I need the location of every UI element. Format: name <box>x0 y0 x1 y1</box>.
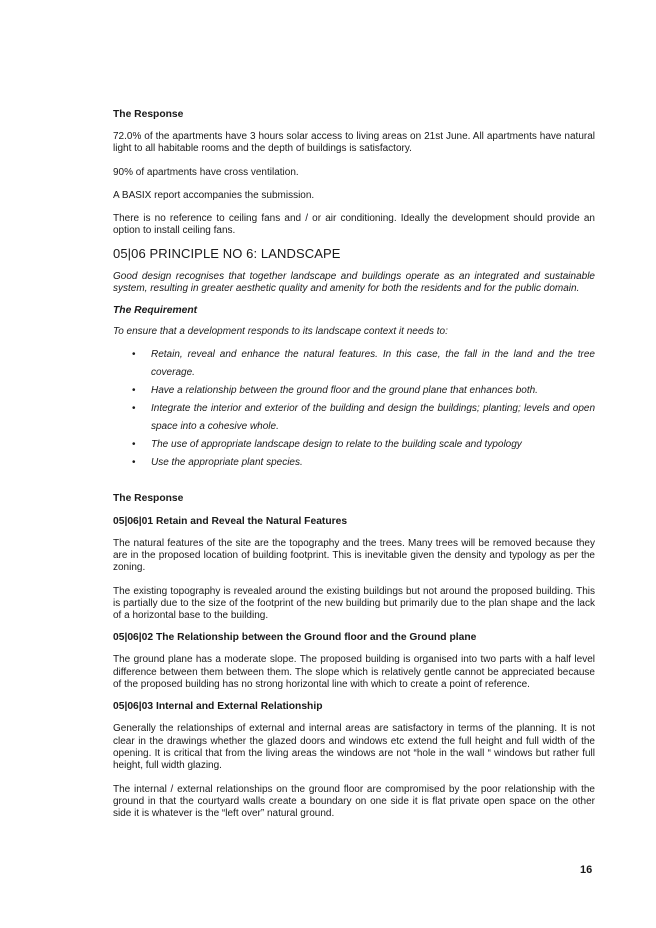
solar-access-paragraph: 72.0% of the apartments have 3 hours solar access to living areas on 21st June. All apartments have natural light to all habitable rooms and the depth of buildings is satisfactory. <box>113 131 595 155</box>
ground-plane-paragraph: The ground plane has a moderate slope. The proposed building is organised into two parts with a half level difference between them between them. The slope which is relatively gentle cannot be appreciated because of the proposed building has no strong horizontal line with which to create a point of reference. <box>113 654 595 691</box>
list-item: • Integrate the interior and exterior of the building and design the buildings; planting; levels and open space into a cohesive whole. <box>113 400 595 436</box>
topography-paragraph: The existing topography is revealed around the existing buildings but not around the proposed building. This is partially due to the size of the footprint of the new building but primarily due to the plan shape and the lack of a horizontal base to the building. <box>113 585 595 622</box>
response-heading-2: The Response <box>113 492 184 504</box>
section-heading-internal-external: 05|06|03 Internal and External Relationship <box>113 701 323 713</box>
page-number: 16 <box>580 864 593 876</box>
bullet-marker: • <box>132 402 136 414</box>
relationships-paragraph: Generally the relationships of external and internal areas are satisfactory in terms of the planning. It is not clear in the drawings whether the glazed doors and windows etc extend the full height and full width of the opening. It is critical that from the living areas the windows are not “hole in the wall “ windows but rather full height, full width glazing. <box>113 723 595 772</box>
list-item: • Have a relationship between the ground floor and the ground plane that enhances both. <box>113 382 595 400</box>
list-item: • Use the appropriate plant species. <box>113 454 595 472</box>
list-item: • The use of appropriate landscape design to relate to the building scale and typology <box>113 436 595 454</box>
principle-title: 05|06 PRINCIPLE NO 6: LANDSCAPE <box>113 245 341 261</box>
bullet-marker: • <box>132 348 136 360</box>
basix-paragraph: A BASIX report accompanies the submission. <box>113 189 315 201</box>
requirement-list <box>113 346 595 472</box>
document-body <box>113 108 595 820</box>
natural-features-paragraph: The natural features of the site are the topography and the trees. Many trees will be removed because they are in the proposed location of building footprint. This is inevitable given the density and typology as per the zoning. <box>113 537 595 574</box>
ceiling-fans-paragraph: There is no reference to ceiling fans and / or air conditioning. Ideally the development should provide an option to install ceiling fans. <box>113 213 595 237</box>
requirement-intro: To ensure that a development responds to its landscape context it needs to: <box>113 326 448 338</box>
response-heading-1: The Response <box>113 109 184 120</box>
section-heading-ground-relationship: 05|06|02 The Relationship between the Ground floor and the Ground plane <box>113 632 477 644</box>
cross-ventilation-paragraph: 90% of apartments have cross ventilation. <box>113 166 299 178</box>
requirement-heading: The Requirement <box>113 305 198 317</box>
ground-floor-paragraph: The internal / external relationships on the ground floor are compromised by the poor relationship with the ground in that the courtyard walls create a boundary on one side it is flat private open space on the other side it is whatever is the “left over” natural ground. <box>113 783 595 820</box>
principle-intro: Good design recognises that together landscape and buildings operate as an integrated and sustainable system, resulting in greater aesthetic quality and amenity for both the residents and for the public domain. <box>113 270 595 295</box>
bullet-marker: • <box>132 384 136 396</box>
section-heading-retain-reveal: 05|06|01 Retain and Reveal the Natural Features <box>113 515 348 527</box>
bullet-marker: • <box>132 438 136 450</box>
list-item: • Retain, reveal and enhance the natural features. In this case, the fall in the land and the tree coverage. <box>113 346 595 382</box>
bullet-marker: • <box>132 456 136 468</box>
